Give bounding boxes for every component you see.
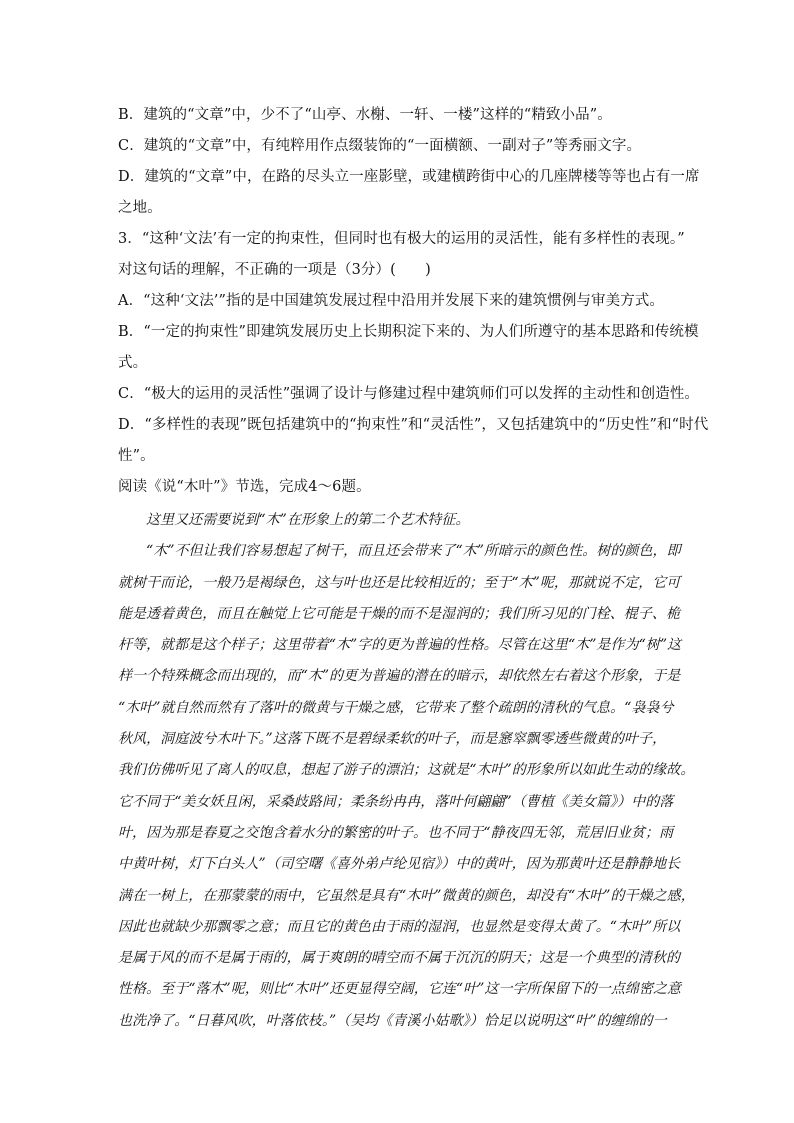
passage-line: 满在一树上，在那蒙蒙的雨中，它虽然是具有“木叶”微黄的颜色，却没有“木叶”的干燥之感， [118, 887, 695, 904]
question-block [118, 100, 709, 503]
q3-option-a: A．“这种‘文法’”指的是中国建筑发展过程中沿用并发展下来的建筑惯例与审美方式。 [118, 293, 665, 309]
passage-block [118, 505, 695, 1037]
q3-option-c: C．“极大的运用的灵活性”强调了设计与修建过程中建筑师们可以发挥的主动性和创造性。 [118, 386, 700, 402]
option-b-text: B．建筑的“文章”中，少不了“山亭、水榭、一轩、一楼”这样的“精致小品”。 [118, 107, 612, 123]
q3-option-d: D．“多样性的表现”既包括建筑中的“拘束性”和“灵活性”，又包括建筑中的“历史性”和“时代 [118, 417, 709, 433]
q3-option-d-cont: 性”。 [118, 448, 155, 464]
passage-line: 样一个特殊概念而出现的，而“木”的更为普遍的潜在的暗示，却依然左右着这个形象，于是 [118, 668, 681, 685]
passage-line: 中黄叶树，灯下白头人”（司空曙《喜外弟卢纶见宿》）中的黄叶，因为那黄叶还是静静地长 [118, 856, 681, 873]
reading-instruction: 阅读《说“木叶”》节选，完成4～6题。 [118, 479, 371, 495]
passage-line: “木叶”就自然而然有了落叶的微黄与干燥之感，它带来了整个疏朗的清秋的气息。“袅袅兮 [118, 699, 674, 716]
option-c-text: C．建筑的“文章”中，有纯粹用作点缀装饰的“一面横额、一副对子”等秀丽文字。 [118, 138, 642, 154]
passage-line: 这里又还需要说到“木”在形象上的第二个艺术特征。 [146, 512, 470, 528]
passage-line: 能是透着黄色，而且在触觉上它可能是干燥的而不是湿润的；我们所习见的门栓、棍子、桅 [118, 605, 680, 622]
passage-line: 叶，因为那是春夏之交饱含着水分的繁密的叶子。也不同于“静夜四无邻，荒居旧业贫；雨 [118, 824, 674, 841]
q3-option-b-cont: 式。 [118, 355, 148, 371]
passage-line: 杆等，就都是这个样子；这里带着“木”字的更为普遍的性格。尽管在这里“木”是作为“树”这 [118, 637, 682, 654]
option-d-text-cont: 之地。 [118, 200, 162, 216]
passage-line: 秋风，洞庭波兮木叶下。”这落下既不是碧绿柔软的叶子，而是窸窣飘零透些微黄的叶子， [118, 731, 667, 748]
passage-line: 我们仿佛听见了离人的叹息，想起了游子的漂泊；这就是“木叶”的形象所以如此生动的缘故。 [118, 762, 695, 779]
document-page [118, 100, 709, 1037]
passage-line: 性格。至于“落木”呢，则比“木叶”还更显得空阔，它连“叶”这一字所保留下的一点绵密之意 [118, 981, 682, 998]
passage-line: 是属于风的而不是属于雨的，属于爽朗的晴空而不属于沉沉的阴天；这是一个典型的清秋的 [118, 950, 680, 967]
passage-line: 它不同于“美女妖且闲，采桑歧路间；柔条纷冉冉，落叶何翩翩”（曹植《美女篇》）中的落 [118, 793, 674, 810]
option-d-text: D．建筑的“文章”中，在路的尽头立一座影壁，或建横跨街中心的几座牌楼等等也占有一席 [118, 169, 700, 185]
question-3-stem-cont: 对这句话的理解，不正确的一项是（3分）( ) [118, 262, 431, 278]
passage-line: 因此也就缺少那飘零之意；而且它的黄色由于雨的湿润，也显然是变得太黄了。“木叶”所以 [118, 918, 681, 935]
question-3-stem: 3．“这种‘文法’有一定的拘束性，但同时也有极大的运用的灵活性，能有多样性的表现。” [118, 231, 685, 247]
passage-line: 也洗净了。“日暮风吹，叶落依枝。”（吴均《青溪小姑歌》）恰足以说明这“叶”的缠绵的一 [118, 1012, 667, 1029]
passage-line: “木”不但让我们容易想起了树干，而且还会带来了“木”所暗示的颜色性。树的颜色，即 [146, 543, 681, 560]
passage-line: 就树干而论，一般乃是褐绿色，这与叶也还是比较相近的；至于“木”呢，那就说不定，它可 [118, 574, 681, 591]
q3-option-b: B．“一定的拘束性”即建筑发展历史上长期积淀下来的、为人们所遵守的基本思路和传统模 [118, 324, 699, 340]
